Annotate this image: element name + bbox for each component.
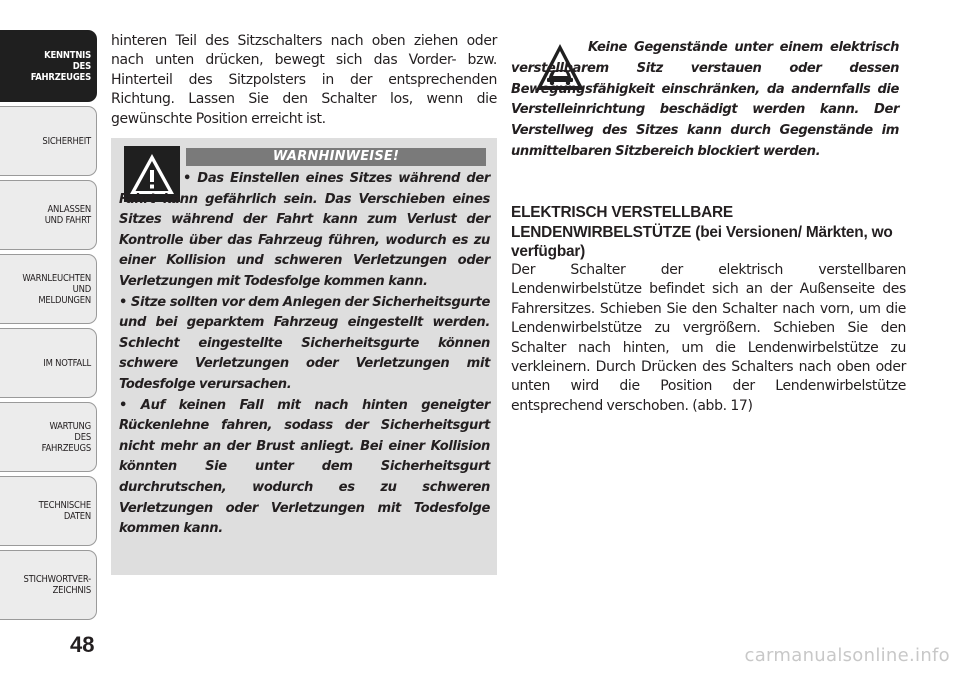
watermark: carmanualsonline.info <box>744 645 950 666</box>
intro-paragraph: hinteren Teil des Sitzschalters nach oben ziehen oder nach unten drücken, bewegt sich das Vorder- bzw. Hinterteil des Sitzpolsters in der entsprechenden Richtung. Lassen Sie den Schalter los, wenn die gewünschte Position erreicht ist. <box>111 33 497 127</box>
warning-bullet: • Das Einstellen eines Sitzes während der Fahrt kann gefährlich sein. Das Verschieben eines Sitzes während der Fahrt kann zum Verlust der Kontrolle über das Fahrzeug führen, wodurch es zu einer Kollision und schweren Verletzungen oder Verletzungen mit Todesfolge kommen kann. <box>119 171 490 289</box>
warning-bullet: • Auf keinen Fall mit nach hinten geneigter Rückenlehne fahren, sodass der Sicherheitsgurt nicht mehr an der Brust anliegt. Bei einer Kollision könnten Sie unter dem Sicherheitsgurt durchrutschen, wodurch es zu schweren Verletzungen oder Verletzungen mit Todesfolge kommen kann. <box>119 397 490 537</box>
tab-wartung-des-fahrzeugs[interactable] <box>0 402 97 472</box>
section-body <box>511 261 906 416</box>
tab-sicherheit[interactable] <box>0 106 97 176</box>
warning-bullet: • Sitze sollten vor dem Anlegen der Sicherheitsgurte und bei geparktem Fahrzeug eingestellt werden. Schlecht eingestellte Sicherheitsgurte können schwere Verletzungen oder Verletzungen mit Todesfolge verursachen. <box>119 294 490 392</box>
warning-box <box>111 138 497 575</box>
tab-label: STICHWORTVER- ZEICHNIS <box>23 574 91 596</box>
left-column <box>111 32 497 129</box>
tab-label: WARTUNG DES FAHRZEUGS <box>41 420 91 454</box>
tab-warnleuchten-und-meldungen[interactable] <box>0 254 97 324</box>
warning-text <box>119 169 490 540</box>
tab-label: WARNLEUCHTEN UND MELDUNGEN <box>22 272 91 306</box>
tab-label: IM NOTFALL <box>43 357 91 369</box>
tab-kenntnis-des-fahrzeuges[interactable] <box>0 30 97 102</box>
warning-title: WARNHINWEISE! <box>186 148 486 166</box>
note-paragraph: Keine Gegenstände unter einem elektrisch verstellbarem Sitz verstauen oder dessen Bewegungsfähigkeit einschränken, da andernfalls die Verstelleinrichtung beschädigt werden kann. Der Verstellweg des Sitzes kann durch Gegenstände im unmittelbaren Sitzbereich blockiert werden. <box>511 40 899 159</box>
tab-im-notfall[interactable] <box>0 328 97 398</box>
tab-anlassen-und-fahrt[interactable] <box>0 180 97 250</box>
tab-technische-daten[interactable] <box>0 476 97 546</box>
section-heading: ELEKTRISCH VERSTELLBARE LENDENWIRBELSTÜTZE (bei Versionen/ Märkten, wo verfügbar) <box>511 204 893 261</box>
tab-label: SICHERHEIT <box>42 135 91 147</box>
page-number: 48 <box>70 632 95 657</box>
chapter-tab-bar <box>0 0 102 678</box>
tab-label: TECHNISCHE DATEN <box>38 500 91 522</box>
tab-label: KENNTNIS DES FAHRZEUGES <box>30 49 91 83</box>
note-text <box>511 38 899 163</box>
tab-label: ANLASSEN UND FAHRT <box>44 204 91 226</box>
section-paragraph: Der Schalter der elektrisch verstellbaren Lendenwirbelstütze befindet sich an der Außenseite des Fahrersitzes. Schieben Sie den Schalter nach vorn, um die Lendenwirbelstütze zu vergrößern. Schieben Sie den Schalter nach hinten, um die Lendenwirbelstütze zu verkleinern. Durch Drücken des Schalters nach oben oder unten wird die Position der Lendenwirbelstütze entsprechend verschoben. (abb. 17) <box>511 262 906 414</box>
tab-stichwortverzeichnis[interactable] <box>0 550 97 620</box>
